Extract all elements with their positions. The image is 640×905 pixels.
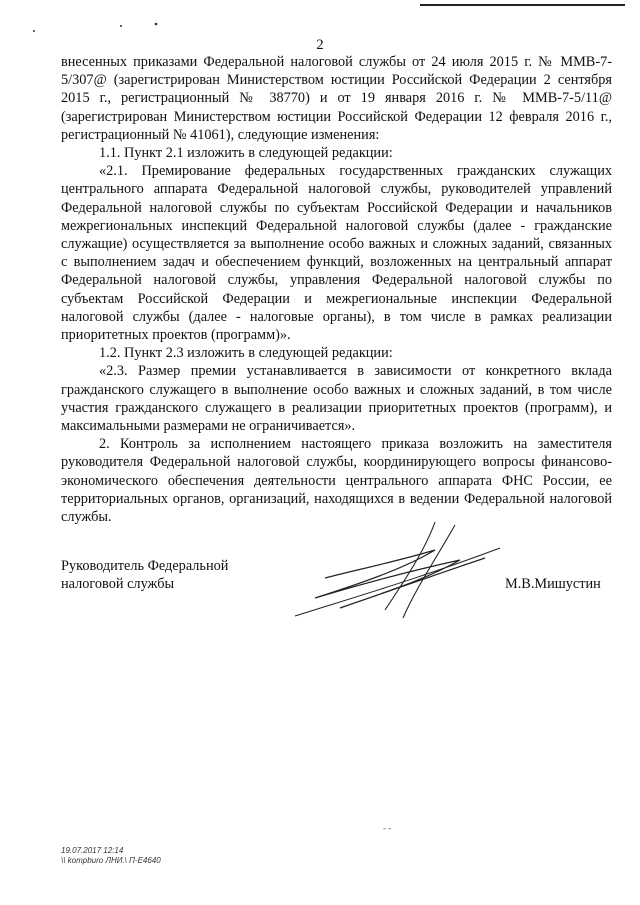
- footer-stamp: [61, 846, 161, 866]
- signatory-title-line1: Руководитель Федеральной: [61, 558, 229, 574]
- handwritten-signature: [285, 520, 505, 625]
- paragraph-2-control: 2. Контроль за исполнением настоящего приказа возложить на заместителя руководителя Федеральной налоговой службы, координирующего вопросы финансово-экономического обеспечения деятельности центрального аппарата ФНС России, ее территориальных органов, организаций, находящихся в ведении Федеральной налоговой службы.: [61, 436, 612, 526]
- page-number: 2: [316, 37, 324, 53]
- document-body: [61, 53, 612, 526]
- signatory-title-line2: налоговой службы: [61, 576, 175, 593]
- footer-date: 19.07.2017 12:14: [61, 846, 124, 855]
- scan-mark: - -: [383, 823, 392, 833]
- paragraph-intro: внесенных приказами Федеральной налоговой службы от 24 июля 2015 г. № ММВ-7-5/307@ (зарегистрирован Министерством юстиции Российской Федерации 2 сентября 2015 г., регистрационный № 38770) и от 19 января 2016 г. № ММВ-7-5/11@ (зарегистрирован Министерством юстиции Российской Федерации 12 февраля 2016 г., регистрационный № 41061), следующие изменения:: [61, 54, 612, 143]
- paragraph-2-1-text: «2.1. Премирование федеральных государственных гражданских служащих центрального аппарата Федеральной налоговой службы, руководителей управлений Федеральной налоговой службы по субъектам Российской Федерации и начальников межрегиональных инспекций Федеральной налоговой службы (далее - гражданские служащие) осуществляется за выполнение особо важных и сложных заданий, связанных с выполнением задач и обеспечением функций, возложенных на центральный аппарат Федеральной налоговой службы, управления Федеральной налоговой службы по субъектам Российской Федерации и межрегиональные инспекции Федеральной налоговой службы (далее - налоговые органы), в том числе в рамках реализации приоритетных проектов (программ)».: [61, 163, 612, 344]
- footer-path: \\ kompburo ЛНИ.\ П-Е4640: [61, 856, 161, 865]
- paragraph-2-3-text: «2.3. Размер премии устанавливается в зависимости от конкретного вклада гражданского служащего в выполнение особо важных и сложных заданий, в том числе участия гражданского служащего в реализации приоритетных проектов (программ), и максимальными размерами не ограничивается».: [61, 363, 612, 435]
- paragraph-1-1: 1.1. Пункт 2.1 изложить в следующей редакции:: [99, 145, 393, 162]
- signatory-name: М.В.Мишустин: [505, 576, 601, 592]
- scan-specks: [0, 0, 640, 40]
- paragraph-1-2: 1.2. Пункт 2.3 изложить в следующей редакции:: [99, 345, 393, 362]
- signatory-title: [61, 557, 228, 593]
